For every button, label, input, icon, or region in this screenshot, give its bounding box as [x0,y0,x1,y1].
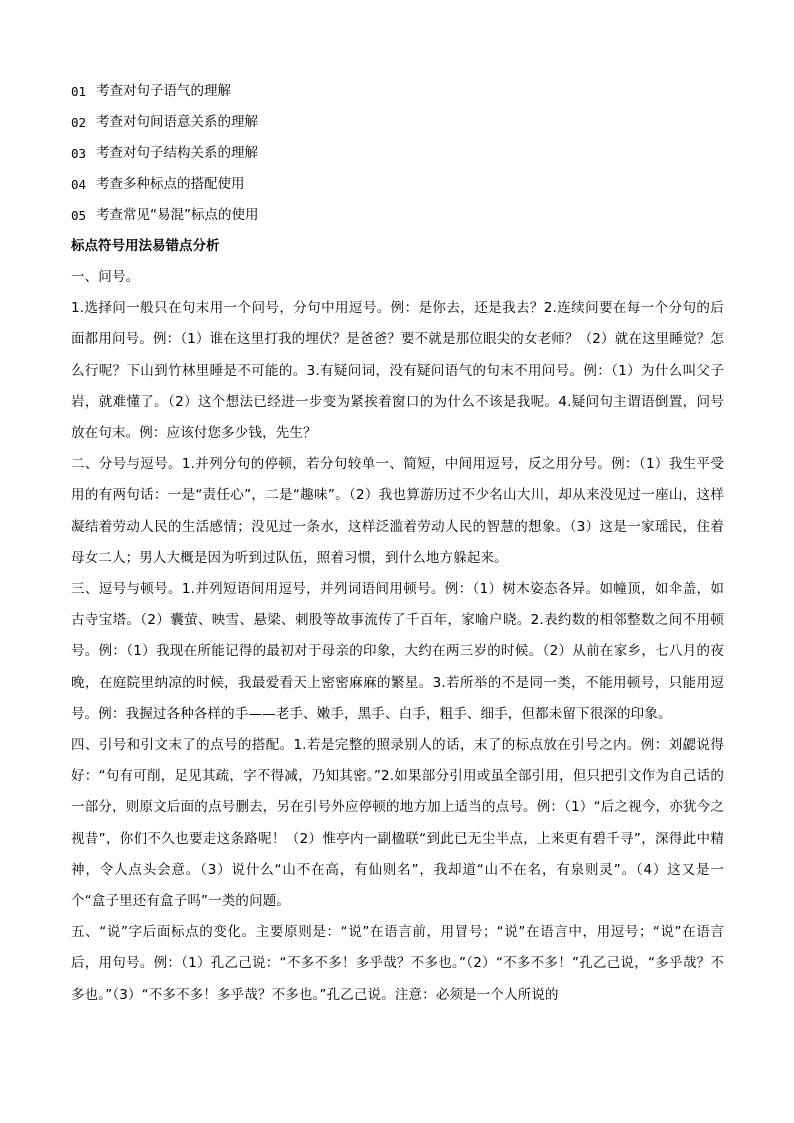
topic-number: 02 [71,115,87,130]
paragraph-semicolon-comma: 二、分号与逗号。1.并列分句的停顿，若分句较单一、简短，中间用逗号，反之用分号。例：（1）我生平受用的有两句话：一是“责任心”，二是“趣味”。（2）我也算游历过不少名山大川，却从来没见过一座山，这样凝结着劳动人民的生活感情；没见过一条水，这样泛滥着劳动人民的智慧的想象。（3）这是一家瑶民，住着母女二人；男人大概是因为听到过队伍，照着习惯，到什么地方躲起来。 [71,456,724,566]
paragraph-shuo-punctuation: 五、“说”字后面标点的变化。主要原则是：“说”在语言前，用冒号；“说”在语言中，用逗号；“说”在语言后，用句号。例：（1）孔乙己说：“不多不多！多乎哉？不多也。”（2）“不多不多！”孔乙己说，“多乎哉？不多也。”（3）“不多不多！多乎哉？不多也。”孔乙己说。注意：必须是一个人所说的 [71,924,724,1003]
paragraph-quotation-marks: 四、引号和引文末了的点号的搭配。1.若是完整的照录别人的话，末了的标点放在引号之内。例：刘勰说得好：“句有可削，足见其疏，字不得减，乃知其密。”2.如果部分引用或虽全部引用，但只把引文作为自己话的一部分，则原文后面的点号删去，另在引号外应停顿的地方加上适当的点号。例：（1）“后之视今，亦犹今之视昔”，你们不久也要走这条路呢！（2）惟亭内一副楹联“到此已无尘半点，上来更有碧千寻”，深得此中精神，令人点头会意。（3）说什么“山不在高，有仙则名”，我却道“山不在名，有泉则灵”。（4）这又是一个“盒子里还有盒子吗”一类的问题。 [71,737,724,910]
topic-text: 考查多种标点的搭配使用 [96,176,245,192]
section-title: 标点符号用法易错点分析 [71,238,220,254]
topic-text: 考查对句子结构关系的理解 [96,145,259,161]
topic-list [71,76,724,231]
topic-text: 考查对句子语气的理解 [96,83,232,99]
topic-item-02 [71,107,724,138]
topic-number: 04 [71,177,87,192]
topic-text: 考查对句间语意关系的理解 [96,114,259,130]
topic-number: 01 [71,84,87,99]
paragraph-question-mark-rules: 1.选择问一般只在句末用一个问号，分句中用逗号。例：是你去，还是我去？2.连续问要在每一个分句的后面都用问号。例：（1）谁在这里打我的埋伏？是爸爸？要不就是那位眼尖的女老师？（2）就在这里睡觉？怎么行呢？下山到竹林里睡是不可能的。3.有疑问词，没有疑问语气的句末不用问号。例：（1）为什么叫父子岩，就难懂了。（2）这个想法已经进一步变为紧挨着窗口的为什么不该是我呢。4.疑问句主谓语倒置，问号放在句末。例：应该付您多少钱，先生？ [71,300,724,442]
topic-number: 03 [71,146,87,161]
topic-number: 05 [71,208,87,223]
topic-item-01 [71,76,724,107]
topic-item-05 [71,200,724,231]
topic-text: 考查常见“易混”标点的使用 [96,207,259,223]
paragraph-question-mark-heading: 一、问号。 [71,269,140,285]
topic-item-03 [71,138,724,169]
topic-item-04 [71,169,724,200]
paragraph-comma-enumeration: 三、逗号与顿号。1.并列短语间用逗号，并列词语间用顿号。例：（1）树木姿态各异。如幢顶，如伞盖，如古寺宝塔。（2）囊萤、映雪、悬梁、刺股等故事流传了千百年，家喻户晓。2.表约数的相邻整数之间不用顿号。例：（1）我现在所能记得的最初对于母亲的印象，大约在两三岁的时候。（2）从前在家乡，七八月的夜晚，在庭院里纳凉的时候，我最爱看天上密密麻麻的繁星。3.若所举的不是同一类，不能用顿号，只能用逗号。例：我握过各种各样的手——老手、嫩手，黑手、白手，粗手、细手，但都未留下很深的印象。 [71,581,724,722]
